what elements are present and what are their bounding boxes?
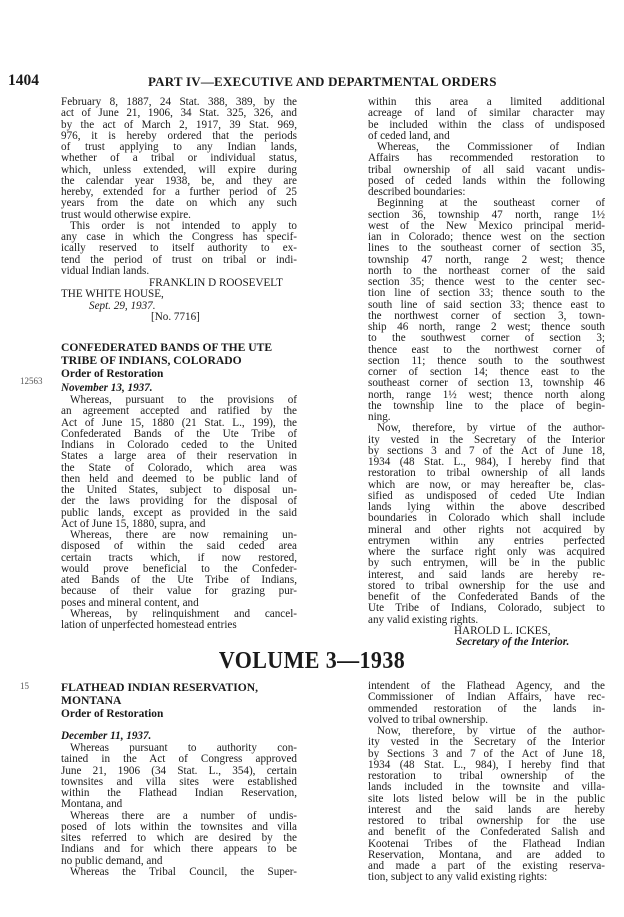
text-line: and benefit of the Confederated Salish and: [368, 826, 605, 839]
order-heading: TRIBE OF INDIANS, COLORADO: [61, 354, 242, 367]
prior-order-column: [61, 97, 297, 323]
text-line: then held and deemed to be public land of: [61, 472, 297, 485]
text-line: township 47 north, range 2 west; thence: [368, 253, 605, 266]
text-line: Act of June 15, 1880, supra, and: [61, 517, 206, 530]
text-line: ommended restoration of the lands in-: [368, 702, 605, 715]
text-line: Whereas pursuant to authority con-: [70, 742, 297, 754]
text-line: trust would otherwise expire.: [61, 208, 191, 221]
text-line: tend the period of trust on tribal or indi-: [61, 253, 297, 266]
text-line: Affairs has recommended restoration to: [368, 152, 605, 165]
flathead-paragraph-3: [61, 867, 297, 878]
flathead-finding-paragraph: [368, 726, 605, 884]
text-line: the calendar year 1938, be, and they are: [61, 174, 297, 187]
order-heading: FLATHEAD INDIAN RESERVATION,: [61, 681, 259, 694]
text-line: site lots listed below will be in the public: [368, 792, 605, 805]
text-line: Ute Tribe of Indians, Colorado, subject to: [368, 602, 605, 615]
text-line: Whereas, the Commissioner of Indian: [377, 141, 605, 153]
text-line: 1934 (48 Stat. L., 984), I hereby find that: [368, 758, 605, 771]
text-line: lands lying within the above described: [368, 501, 605, 513]
text-line: poses and mineral content, and: [61, 596, 199, 609]
text-line: restored to tribal ownership for the use: [368, 815, 605, 827]
prior-order-paragraph-1: [61, 97, 297, 221]
text-line: entrymen within any entries perfected: [368, 534, 605, 547]
text-line: which, unless extended, will expire during: [61, 163, 297, 176]
text-line: the State of Colorado, which area was: [61, 461, 297, 474]
text-line: sites referred to which are desired by the: [61, 832, 297, 844]
text-line: by Sections 3 and 7 of the Act of June 18,: [368, 747, 605, 760]
text-line: stored to tribal ownership for the use and: [368, 579, 605, 592]
issue-date: Sept. 29, 1937.: [89, 299, 156, 312]
text-line: lines to the southeast corner of section 35,: [368, 242, 605, 255]
text-line: Whereas the Tribal Council, the Super-: [70, 865, 297, 878]
text-line: the United States, subject to disposal un-: [61, 484, 297, 496]
text-line: 976, it is hereby ordered that the periods: [61, 129, 297, 142]
text-line: north to the northeast corner of the said: [368, 264, 605, 277]
prior-order-paragraph-2: [61, 221, 297, 277]
text-line: sified as undisposed of ceded Ute Indian: [368, 489, 605, 502]
text-line: boundaries in Colorado which shall include: [368, 512, 605, 525]
text-line: by sections 3 and 7 of the Act of June 18,: [368, 444, 605, 457]
ute-paragraph-1: [61, 395, 297, 530]
text-line: which are now, or may hereafter be, clas-: [368, 478, 605, 491]
boundary-description: [368, 198, 605, 423]
flathead-order-continued-column: [368, 681, 605, 884]
text-line: thence east to the northwest corner of: [368, 343, 605, 356]
text-line: any case in which the Congress has specif-: [61, 231, 297, 243]
text-line: posed of lots within the townsites and villa: [61, 820, 297, 833]
order-heading: MONTANA: [61, 694, 122, 707]
text-line: Confederated Bands of the Ute Tribe of: [61, 427, 297, 440]
text-line: an agreement accepted and ratified by the: [61, 405, 297, 418]
text-line: Whereas there are a number of undis-: [70, 809, 297, 822]
text-line: ity vested in the Secretary of the Interior: [368, 736, 605, 749]
ute-paragraph-3-continued: [368, 97, 605, 142]
text-line: Beginning at the southeast corner of: [377, 197, 605, 210]
signer-name: HAROLD L. ICKES,: [454, 624, 551, 637]
text-line: lands included in the townsite and villa-: [368, 781, 605, 794]
text-line: within the Flathead Indian Reservation,: [61, 787, 297, 799]
text-line: ship 46 north, range 2 west; thence south: [368, 321, 605, 333]
text-line: restoration to tribal ownership of all lands: [368, 467, 605, 480]
text-line: section 11; thence south to the southwest: [368, 354, 605, 367]
ute-paragraph-2: [61, 530, 297, 609]
text-line: June 21, 1906 (34 Stat. L., 354), certain: [61, 764, 297, 777]
text-line: interest and the said lands are hereby: [368, 803, 605, 816]
text-line: volved to tribal ownership.: [368, 713, 489, 726]
text-line: west of the New Mexico principal merid-: [368, 219, 605, 232]
text-line: interest, and said lands are hereby re-: [368, 568, 605, 581]
text-line: February 8, 1887, 24 Stat. 388, 389, by the: [61, 96, 297, 108]
text-line: tion line of section 33; thence south to the: [368, 287, 605, 300]
text-line: ically reserved to itself authority to ex-: [61, 242, 297, 255]
text-line: ning.: [368, 411, 391, 423]
margin-note: 15: [20, 681, 29, 691]
text-line: section 35; thence west to the center sec-: [368, 276, 605, 288]
text-line: Montana, and: [61, 798, 123, 811]
order-date: December 11, 1937.: [61, 730, 152, 742]
text-line: tion, subject to any valid existing rights:: [368, 871, 548, 884]
text-line: the township line to the place of begin-: [368, 399, 605, 412]
text-line: vidual Indian lands.: [61, 264, 150, 277]
text-line: corner of section 14; thence east to the: [368, 366, 605, 378]
text-line: because of their value for grazing pur-: [61, 585, 297, 598]
order-date: November 13, 1937.: [61, 382, 153, 394]
text-line: Commissioner of Indian Affairs, have rec-: [368, 691, 605, 704]
ute-order-continued-column: [368, 97, 605, 648]
text-line: southeast corner of section 13, township 46: [368, 377, 605, 390]
text-line: of ceded land, and: [368, 129, 450, 142]
order-heading: CONFEDERATED BANDS OF THE UTE: [61, 341, 273, 354]
text-line: acreage of land of similar character may: [368, 107, 605, 120]
ute-order-column: [61, 341, 297, 631]
text-line: posed of ceded lands within the following: [368, 174, 605, 187]
text-line: benefit of the Confederated Bands of the: [368, 591, 605, 603]
issue-place: THE WHITE HOUSE,: [61, 288, 164, 301]
text-line: public lands, except as provided in the said: [61, 506, 297, 519]
order-subheading: Order of Restoration: [61, 368, 164, 380]
text-line: by the act of March 2, 1917, 39 Stat. 969,: [61, 118, 297, 131]
volume-heading: VOLUME 3—1938: [218, 645, 406, 674]
text-line: ian in Colorado; thence west on the section: [368, 231, 605, 243]
signer-name: FRANKLIN D ROOSEVELT: [149, 277, 283, 289]
text-line: Now, therefore, by virtue of the author-: [377, 725, 605, 737]
flathead-paragraph-1: [61, 743, 297, 811]
flathead-paragraph-2: [61, 811, 297, 867]
text-line: act of June 21, 1906, 34 Stat. 325, 326, and: [61, 107, 297, 120]
text-line: within this area a limited additional: [368, 96, 605, 108]
order-subheading: Order of Restoration: [61, 708, 164, 720]
signature-block: [61, 278, 297, 323]
text-line: described boundaries:: [368, 186, 466, 198]
ute-paragraph-4: [368, 142, 605, 198]
text-line: States a large area of their reservation in: [61, 450, 297, 463]
text-line: by such entrymen, will be in the public: [368, 557, 605, 570]
text-line: Now, therefore, by virtue of the author-: [377, 422, 605, 435]
text-line: south line of said section 33; thence east to: [368, 298, 605, 311]
text-line: lation of unperfected homestead entries: [61, 619, 237, 631]
ute-paragraph-3: [61, 609, 297, 632]
text-line: certain tracts which, if now restored,: [61, 551, 297, 564]
text-line: intendent of the Flathead Agency, and the: [368, 680, 605, 692]
page-number: 1404: [8, 72, 39, 89]
text-line: north, range 1½ west; thence north along: [368, 388, 605, 401]
text-line: any valid existing rights.: [368, 613, 479, 626]
text-line: tribal ownership of all said vacant undis-: [368, 163, 605, 176]
text-line: Reservation, Montana, and are added to: [368, 848, 605, 861]
text-line: where the surface right only was acquired: [368, 546, 605, 558]
ute-finding-paragraph: [368, 423, 605, 626]
flathead-paragraph-3-continued: [368, 681, 605, 726]
text-line: no public demand, and: [61, 854, 163, 867]
text-line: Kootenai Tribes of the Flathead Indian: [368, 837, 605, 850]
text-line: to the southwest corner of section 3;: [368, 332, 605, 345]
text-line: the northwest corner of section 3, town-: [368, 309, 605, 322]
text-line: section 36, township 47 north, range 1½: [368, 208, 605, 221]
document-number: [No. 7716]: [151, 310, 200, 323]
text-line: Indians in Colorado ceded to the United: [61, 439, 297, 451]
text-line: be included within the class of undisposed: [368, 118, 605, 131]
text-line: Act of June 15, 1880 (21 Stat. L., 199), the: [61, 416, 297, 429]
text-line: mineral and other rights not acquired by: [368, 523, 605, 536]
text-line: of trust applying to any Indian lands,: [61, 141, 297, 153]
flathead-order-column: [61, 681, 297, 878]
text-line: years from the date on which any such: [61, 197, 297, 210]
margin-note: 12563: [20, 376, 43, 386]
text-line: townsites and villa sites were established: [61, 775, 297, 788]
text-line: whether of a tribal or individual status,: [61, 152, 297, 165]
text-line: Whereas, pursuant to the provisions of: [70, 394, 297, 406]
text-line: disposed of within the said ceded area: [61, 540, 297, 553]
text-line: ity vested in the Secretary of the Interior: [368, 433, 605, 446]
signer-title: Secretary of the Interior.: [456, 636, 570, 648]
text-line: would prove beneficial to the Confeder-: [61, 562, 297, 575]
text-line: Whereas, by relinquishment and cancel-: [70, 607, 297, 620]
text-line: tained in the Act of Congress approved: [61, 753, 297, 766]
text-line: This order is not intended to apply to: [70, 219, 297, 232]
text-line: Whereas, there are now remaining un-: [70, 529, 297, 541]
text-line: hereby, extended for a further period of 25: [61, 186, 297, 198]
text-line: and made a part of the existing reserva-: [368, 860, 605, 872]
text-line: 1934 (48 Stat. L., 984), I hereby find that: [368, 456, 605, 468]
text-line: restoration to tribal ownership of the: [368, 770, 605, 782]
text-line: Indians and for which there appears to be: [61, 843, 297, 856]
text-line: ated Bands of the Ute Tribe of Indians,: [61, 574, 297, 586]
text-line: der the laws providing for the disposal of: [61, 495, 297, 508]
running-head: PART IV—EXECUTIVE AND DEPARTMENTAL ORDERS: [148, 74, 497, 89]
